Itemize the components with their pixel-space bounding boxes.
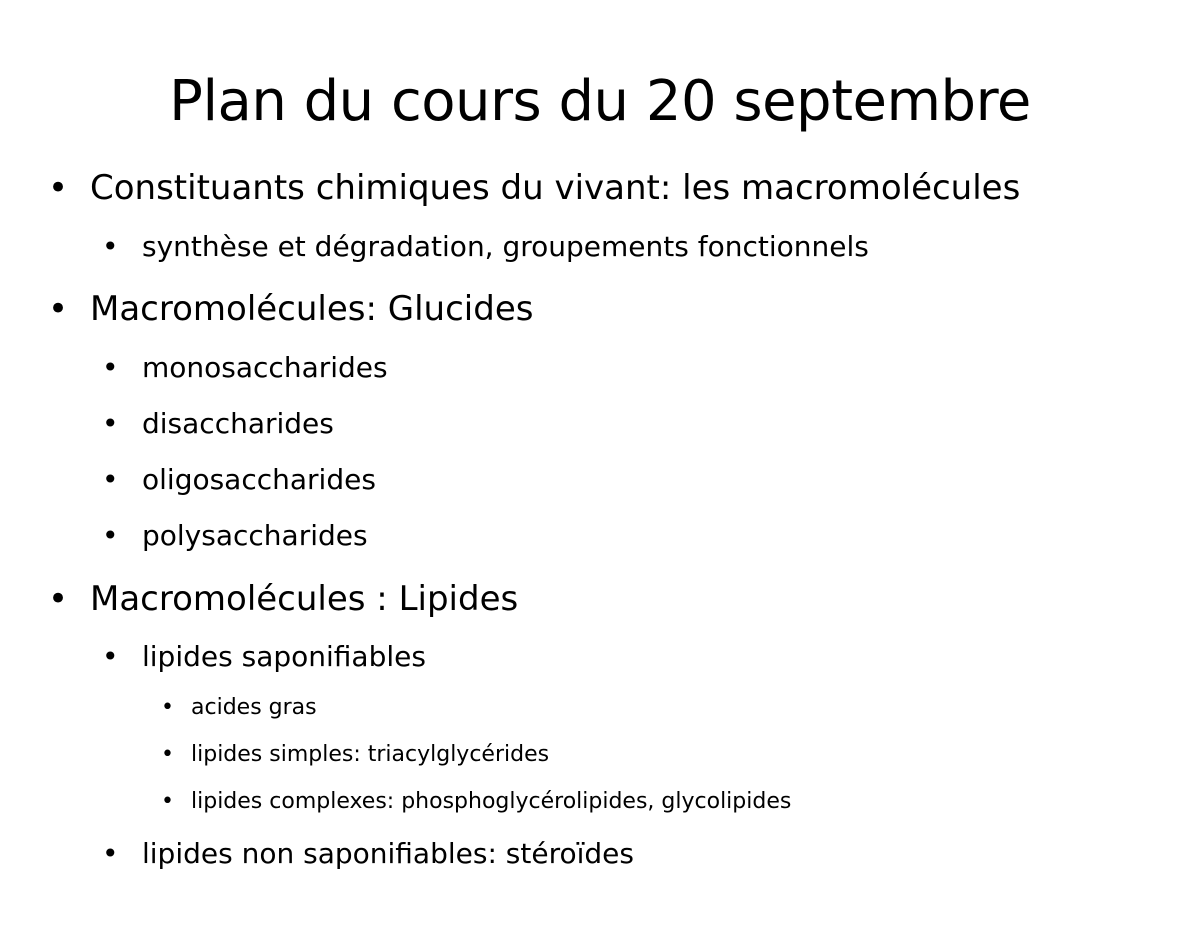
slide-title: Plan du cours du 20 septembre [169,69,1031,134]
bullet-icon: • [48,289,69,329]
outline-item-text: lipides saponifiables [142,640,426,673]
bullet-icon: • [102,519,119,552]
outline-item-level-1 [48,287,534,331]
outline-item-level-1 [48,577,519,621]
bullet-icon: • [102,407,119,440]
outline-item-level-1 [48,166,1021,210]
outline-item-text: monosaccharides [142,351,388,384]
outline-item-level-2 [102,349,388,387]
outline-item-text: lipides simples: triacylglycérides [191,742,550,767]
outline-item-level-2 [102,228,869,266]
outline-item-text: disaccharides [142,407,334,440]
bullet-icon: • [161,742,174,767]
outline-item-text: oligosaccharides [142,463,376,496]
bullet-icon: • [161,695,174,720]
bullet-icon: • [102,837,119,870]
outline-item-level-2 [102,405,334,443]
outline-item-text: lipides non saponifiables: stéroïdes [142,837,634,870]
outline-item-text: Constituants chimiques du vivant: les macromolécules [90,168,1021,208]
outline-item-level-2 [102,638,426,676]
bullet-icon: • [48,579,69,619]
outline-item-level-2 [102,461,376,499]
bullet-icon: • [161,789,174,814]
outline-item-level-2 [102,835,634,873]
bullet-icon: • [102,351,119,384]
outline-item-level-3 [161,740,550,770]
outline-item-text: Macromolécules: Glucides [90,289,534,329]
outline-item-text: lipides complexes: phosphoglycérolipides, glycolipides [191,789,792,814]
bullet-icon: • [102,463,119,496]
outline-item-level-2 [102,517,368,555]
outline-item-text: acides gras [191,695,317,720]
bullet-icon: • [48,168,69,208]
bullet-icon: • [102,640,119,673]
outline-item-text: Macromolécules : Lipides [90,579,519,619]
outline-item-level-3 [161,693,317,723]
bullet-icon: • [102,230,119,263]
outline-item-level-3 [161,787,792,817]
outline-item-text: synthèse et dégradation, groupements fonctionnels [142,230,869,263]
outline-item-text: polysaccharides [142,519,368,552]
